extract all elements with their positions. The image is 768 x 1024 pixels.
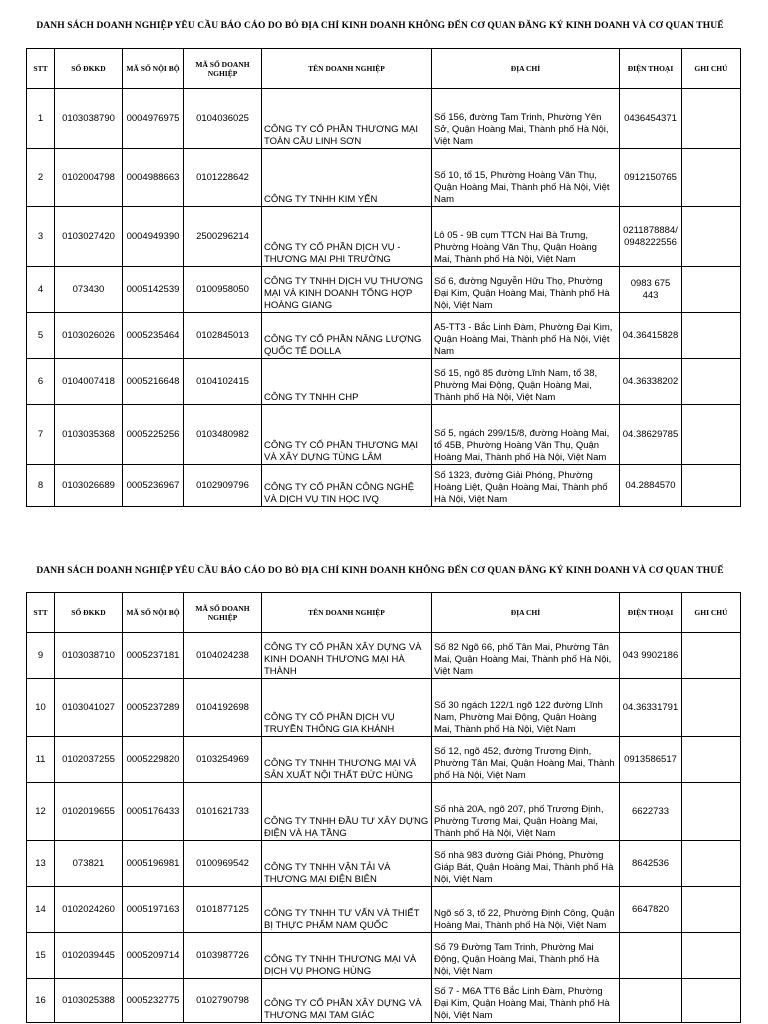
cell-ghichu xyxy=(682,679,741,737)
cell-madn: 0102909796 xyxy=(184,465,262,507)
cell-ten: CÔNG TY TNHH THƯƠNG MẠI VÀ DỊCH VỤ PHONG HÙNG xyxy=(262,933,432,979)
cell-ghichu xyxy=(682,89,741,149)
column-header-dienthoai: ĐIỆN THOẠI xyxy=(620,49,682,89)
cell-stt: 7 xyxy=(27,405,55,465)
table-row xyxy=(27,679,741,737)
cell-diachi: Số 82 Ngõ 66, phố Tân Mai, Phường Tân Mai, Quận Hoàng Mai, Thành phố Hà Nội, Việt Nam xyxy=(432,633,620,679)
cell-noibo: 0005216648 xyxy=(123,359,184,405)
cell-diachi: Số 15, ngõ 85 đường Lĩnh Nam, tổ 38, Phường Mai Động, Quận Hoàng Mai, Thành phố Hà Nội, Việt Nam xyxy=(432,359,620,405)
cell-stt: 10 xyxy=(27,679,55,737)
header-row xyxy=(27,49,741,89)
cell-noibo: 0005235464 xyxy=(123,313,184,359)
cell-dkkd: 0102004798 xyxy=(55,149,123,207)
table-row xyxy=(27,737,741,783)
cell-noibo: 0005142539 xyxy=(123,267,184,313)
cell-dienthoai: 6622733 xyxy=(620,783,682,841)
cell-ten: CÔNG TY CỔ PHẦN XÂY DỰNG VÀ KINH DOANH THƯƠNG MẠI HÀ THÀNH xyxy=(262,633,432,679)
cell-ghichu xyxy=(682,841,741,887)
column-header-dienthoai: ĐIỆN THOẠI xyxy=(620,593,682,633)
cell-madn: 0100958050 xyxy=(184,267,262,313)
cell-stt: 3 xyxy=(27,207,55,267)
column-header-noibo: MÃ SỐ NỘI BỘ xyxy=(123,49,184,89)
column-header-diachi: ĐỊA CHỈ xyxy=(432,49,620,89)
cell-ghichu xyxy=(682,979,741,1023)
cell-ghichu xyxy=(682,933,741,979)
cell-ghichu xyxy=(682,359,741,405)
cell-dienthoai xyxy=(620,933,682,979)
cell-stt: 13 xyxy=(27,841,55,887)
cell-dienthoai: 04.38629785 xyxy=(620,405,682,465)
cell-noibo: 0005197163 xyxy=(123,887,184,933)
cell-ten: CÔNG TY CỔ PHẦN XÂY DỰNG VÀ THƯƠNG MẠI TAM GIÁC xyxy=(262,979,432,1023)
cell-ghichu xyxy=(682,887,741,933)
cell-diachi: Số 6, đường Nguyễn Hữu Thọ, Phường Đại Kim, Quận Hoàng Mai, Thành phố Hà Nội, Việt Nam xyxy=(432,267,620,313)
cell-dkkd: 0102039445 xyxy=(55,933,123,979)
cell-ten: CÔNG TY TNHH KIM YẾN xyxy=(262,149,432,207)
cell-stt: 14 xyxy=(27,887,55,933)
cell-dienthoai: 04.36331791 xyxy=(620,679,682,737)
cell-noibo: 0005225256 xyxy=(123,405,184,465)
cell-noibo: 0005237289 xyxy=(123,679,184,737)
cell-madn: 0102845013 xyxy=(184,313,262,359)
cell-stt: 4 xyxy=(27,267,55,313)
section-1-title: DANH SÁCH DOANH NGHIỆP YÊU CẦU BÁO CÁO DO BỎ ĐỊA CHỈ KINH DOANH KHÔNG ĐẾN CƠ QUAN ĐĂNG KÝ KINH DOANH VÀ CƠ QUAN THUẾ xyxy=(36,21,724,31)
cell-dkkd: 0104007418 xyxy=(55,359,123,405)
cell-diachi: Số 7 - M6A TT6 Bắc Linh Đàm, Phường Đại Kim, Quận Hoàng Mai, Thành phố Hà Nội, Việt Nam xyxy=(432,979,620,1023)
table-row xyxy=(27,783,741,841)
cell-ten: CÔNG TY TNHH DỊCH VỤ THƯƠNG MẠI VÀ KINH DOANH TỔNG HỢP HOÀNG GIANG xyxy=(262,267,432,313)
table-row xyxy=(27,887,741,933)
column-header-noibo: MÃ SỐ NỘI BỘ xyxy=(123,593,184,633)
cell-madn: 0101228642 xyxy=(184,149,262,207)
cell-noibo: 0005237181 xyxy=(123,633,184,679)
cell-dkkd: 0103038790 xyxy=(55,89,123,149)
cell-dienthoai: 04.2884570 xyxy=(620,465,682,507)
cell-diachi: Số 10, tổ 15, Phường Hoàng Văn Thụ, Quận Hoàng Mai, Thành phố Hà Nội, Việt Nam xyxy=(432,149,620,207)
column-header-ghichu: GHI CHÚ xyxy=(682,593,741,633)
cell-noibo: 0004949390 xyxy=(123,207,184,267)
cell-dkkd: 0103026689 xyxy=(55,465,123,507)
cell-stt: 2 xyxy=(27,149,55,207)
cell-ghichu xyxy=(682,313,741,359)
cell-ten: CÔNG TY CỔ PHẦN THƯƠNG MẠI VÀ XÂY DỰNG TÙNG LÂM xyxy=(262,405,432,465)
cell-noibo: 0005196981 xyxy=(123,841,184,887)
cell-dienthoai: 6647820 xyxy=(620,887,682,933)
cell-diachi: Số 156, đường Tam Trinh, Phường Yên Sở, Quận Hoàng Mai, Thành phố Hà Nội, Việt Nam xyxy=(432,89,620,149)
cell-diachi: Số 79 Đường Tam Trinh, Phường Mai Động, Quận Hoàng Mai, Thành phố Hà Nội, Việt Nam xyxy=(432,933,620,979)
table-row xyxy=(27,313,741,359)
cell-ten: CÔNG TY CỔ PHẦN NĂNG LƯỢNG QUỐC TẾ DOLLA xyxy=(262,313,432,359)
cell-dienthoai: 04.36415828 xyxy=(620,313,682,359)
cell-stt: 9 xyxy=(27,633,55,679)
cell-ghichu xyxy=(682,737,741,783)
cell-madn: 2500296214 xyxy=(184,207,262,267)
cell-diachi: Số 5, ngách 299/15/8, đường Hoàng Mai, tổ 45B, Phường Hoàng Văn Thụ, Quận Hoàng Mai, Thành phố Hà Nội, Việt Nam xyxy=(432,405,620,465)
cell-ghichu xyxy=(682,405,741,465)
column-header-dkkd: SỐ ĐKKD xyxy=(55,49,123,89)
cell-ghichu xyxy=(682,207,741,267)
table-row xyxy=(27,207,741,267)
cell-stt: 5 xyxy=(27,313,55,359)
cell-dkkd: 0103035368 xyxy=(55,405,123,465)
table-row xyxy=(27,89,741,149)
table-row xyxy=(27,405,741,465)
cell-dienthoai: 0912150765 xyxy=(620,149,682,207)
cell-ten: CÔNG TY TNHH CHP xyxy=(262,359,432,405)
cell-ten: CÔNG TY CỔ PHẦN DỊCH VỤ TRUYỀN THÔNG GIA KHÁNH xyxy=(262,679,432,737)
cell-madn: 0102790798 xyxy=(184,979,262,1023)
cell-dkkd: 0102019655 xyxy=(55,783,123,841)
cell-diachi: Số nhà 983 đường Giải Phóng, Phường Giáp Bát, Quận Hoàng Mai, Thành phố Hà Nội, Việt Nam xyxy=(432,841,620,887)
cell-madn: 0104102415 xyxy=(184,359,262,405)
cell-dienthoai: 04.36338202 xyxy=(620,359,682,405)
cell-madn: 0103254969 xyxy=(184,737,262,783)
section-2-title: DANH SÁCH DOANH NGHIỆP YÊU CẦU BÁO CÁO DO BỎ ĐỊA CHỈ KINH DOANH KHÔNG ĐẾN CƠ QUAN ĐĂNG KÝ KINH DOANH VÀ CƠ QUAN THUẾ xyxy=(36,566,724,576)
cell-madn: 0103987726 xyxy=(184,933,262,979)
cell-madn: 0104036025 xyxy=(184,89,262,149)
cell-dkkd: 0103041027 xyxy=(55,679,123,737)
cell-madn: 0103480982 xyxy=(184,405,262,465)
cell-stt: 1 xyxy=(27,89,55,149)
company-table-2 xyxy=(26,592,741,1023)
cell-ghichu xyxy=(682,633,741,679)
cell-dienthoai: 0913586517 xyxy=(620,737,682,783)
column-header-diachi: ĐỊA CHỈ xyxy=(432,593,620,633)
cell-noibo: 0004976975 xyxy=(123,89,184,149)
cell-dienthoai xyxy=(620,979,682,1023)
cell-dkkd: 0102037255 xyxy=(55,737,123,783)
cell-ten: CÔNG TY CỔ PHẦN CÔNG NGHỆ VÀ DỊCH VỤ TIN HỌC IVQ xyxy=(262,465,432,507)
cell-diachi: Lô 05 - 9B cụm TTCN Hai Bà Trưng, Phường Hoàng Văn Thụ, Quận Hoàng Mai, Thành phố Hà Nội, Việt Nam xyxy=(432,207,620,267)
cell-madn: 0104192698 xyxy=(184,679,262,737)
cell-ten: CÔNG TY CỔ PHẦN THƯƠNG MẠI TOÀN CẦU LINH SƠN xyxy=(262,89,432,149)
cell-dkkd: 0103025388 xyxy=(55,979,123,1023)
cell-ghichu xyxy=(682,783,741,841)
cell-stt: 12 xyxy=(27,783,55,841)
table-row xyxy=(27,149,741,207)
cell-diachi: Ngõ số 3, tổ 22, Phường Định Công, Quận Hoàng Mai, Thành phố Hà Nội, Việt Nam xyxy=(432,887,620,933)
cell-madn: 0101877125 xyxy=(184,887,262,933)
cell-stt: 15 xyxy=(27,933,55,979)
cell-stt: 6 xyxy=(27,359,55,405)
cell-noibo: 0005236967 xyxy=(123,465,184,507)
cell-stt: 16 xyxy=(27,979,55,1023)
cell-ghichu xyxy=(682,465,741,507)
cell-diachi: Số 30 ngách 122/1 ngõ 122 đường Lĩnh Nam, Phường Mai Động, Quận Hoàng Mai, Thành phố Hà Nội, Việt Nam xyxy=(432,679,620,737)
column-header-madn: MÃ SỐ DOANH NGHIỆP xyxy=(184,593,262,633)
cell-noibo: 0004988663 xyxy=(123,149,184,207)
cell-madn: 0100969542 xyxy=(184,841,262,887)
cell-stt: 11 xyxy=(27,737,55,783)
cell-stt: 8 xyxy=(27,465,55,507)
cell-dkkd: 0103038710 xyxy=(55,633,123,679)
cell-noibo: 0005229820 xyxy=(123,737,184,783)
column-header-stt: STT xyxy=(27,593,55,633)
cell-noibo: 0005209714 xyxy=(123,933,184,979)
cell-dkkd: 0103027420 xyxy=(55,207,123,267)
cell-dkkd: 0103026026 xyxy=(55,313,123,359)
column-header-ghichu: GHI CHÚ xyxy=(682,49,741,89)
cell-ghichu xyxy=(682,267,741,313)
table-row xyxy=(27,267,741,313)
cell-dienthoai: 8642536 xyxy=(620,841,682,887)
cell-dienthoai: 0436454371 xyxy=(620,89,682,149)
cell-diachi: Số 12, ngõ 452, đường Trương Định, Phường Tân Mai, Quận Hoàng Mai, Thành phố Hà Nội, Việt Nam xyxy=(432,737,620,783)
cell-noibo: 0005232775 xyxy=(123,979,184,1023)
column-header-ten: TÊN DOANH NGHIỆP xyxy=(262,49,432,89)
cell-diachi: Số 1323, đường Giải Phóng, Phường Hoàng Liệt, Quận Hoàng Mai, Thành phố Hà Nội, Việt Nam xyxy=(432,465,620,507)
table-row xyxy=(27,979,741,1023)
cell-ten: CÔNG TY CỔ PHẦN DỊCH VỤ - THƯƠNG MẠI PHI TRƯỜNG xyxy=(262,207,432,267)
column-header-madn: MÃ SỐ DOANH NGHIỆP xyxy=(184,49,262,89)
cell-ten: CÔNG TY TNHH TƯ VẤN VÀ THIẾT BỊ THỰC PHẨM NAM QUỐC xyxy=(262,887,432,933)
cell-dienthoai: 0211878884/ 0948222556 xyxy=(620,207,682,267)
table-row xyxy=(27,933,741,979)
cell-dkkd: 073430 xyxy=(55,267,123,313)
cell-ghichu xyxy=(682,149,741,207)
cell-diachi: Số nhà 20A, ngõ 207, phố Trương Định, Phường Tương Mai, Quận Hoàng Mai, Thành phố Hà Nội, Việt Nam xyxy=(432,783,620,841)
cell-dkkd: 073821 xyxy=(55,841,123,887)
column-header-stt: STT xyxy=(27,49,55,89)
cell-ten: CÔNG TY TNHH ĐẦU TƯ XÂY DỰNG ĐIỆN VÀ HẠ TẦNG xyxy=(262,783,432,841)
cell-dkkd: 0102024260 xyxy=(55,887,123,933)
cell-dienthoai: 043 9902186 xyxy=(620,633,682,679)
table-row xyxy=(27,841,741,887)
column-header-ten: TÊN DOANH NGHIỆP xyxy=(262,593,432,633)
table-row xyxy=(27,633,741,679)
table-row xyxy=(27,465,741,507)
column-header-dkkd: SỐ ĐKKD xyxy=(55,593,123,633)
cell-dienthoai: 0983 675 443 xyxy=(620,267,682,313)
cell-ten: CÔNG TY TNHH THƯƠNG MẠI VÀ SẢN XUẤT NỘI THẤT ĐỨC HÙNG xyxy=(262,737,432,783)
cell-madn: 0101621733 xyxy=(184,783,262,841)
company-table-1 xyxy=(26,48,741,507)
cell-noibo: 0005176433 xyxy=(123,783,184,841)
cell-madn: 0104024238 xyxy=(184,633,262,679)
header-row xyxy=(27,593,741,633)
cell-ten: CÔNG TY TNHH VẬN TẢI VÀ THƯƠNG MẠI ĐIỆN BIÊN xyxy=(262,841,432,887)
table-row xyxy=(27,359,741,405)
cell-diachi: A5-TT3 - Bắc Linh Đàm, Phường Đại Kim, Quận Hoàng Mai, Thành phố Hà Nội, Việt Nam xyxy=(432,313,620,359)
